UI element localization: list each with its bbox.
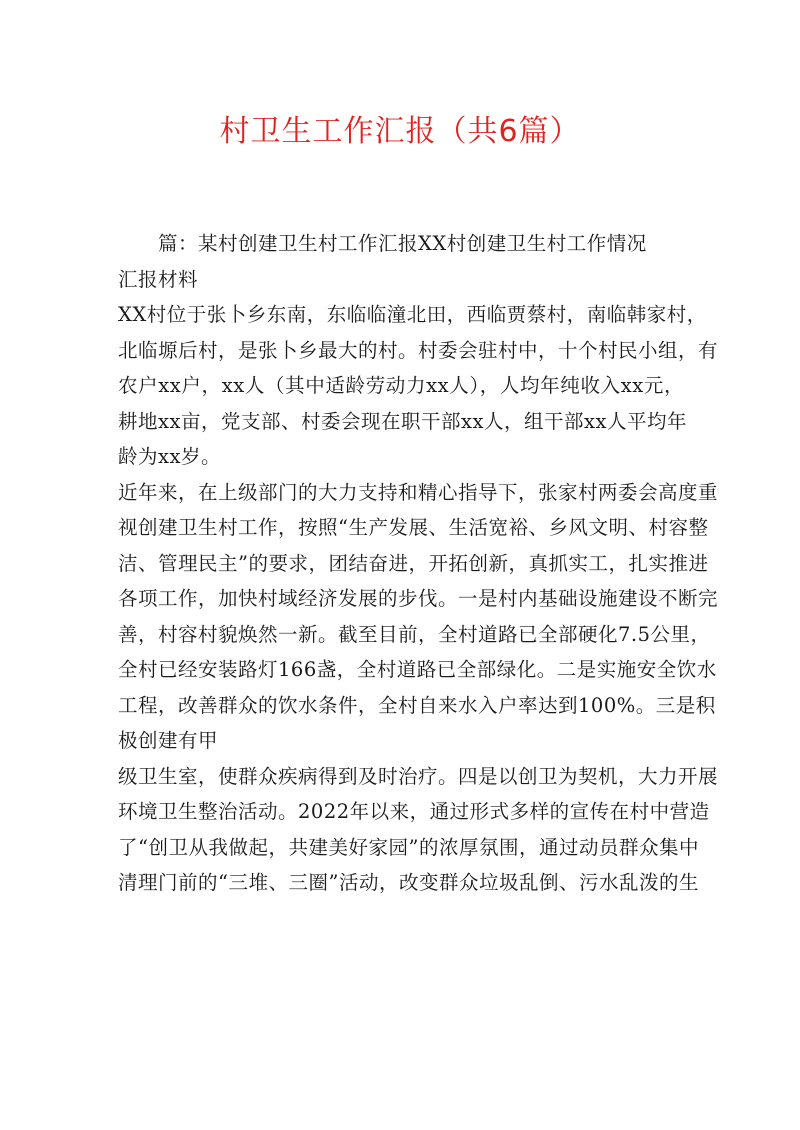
paragraph-line: 工程，改善群众的饮水条件，全村自来水入户率达到100%。三是积: [118, 693, 716, 717]
document-body: [118, 226, 719, 901]
paragraph-line: 级卫生室，使群众疾病得到及时治疗。四是以创卫为契机，大力开展: [118, 764, 719, 788]
paragraph-line: 汇报材料: [118, 267, 199, 291]
paragraph-line: 各项工作，加快村域经济发展的步伐。一是村内基础设施建设不断完: [118, 587, 719, 610]
paragraph-line: 龄为xx岁。: [118, 445, 221, 468]
paragraph-line: 农户xx户，xx人（其中适龄劳动力xx人），人均年纯收入xx元，: [118, 374, 684, 397]
section-heading-line: 篇：某村创建卫生村工作汇报XX村创建卫生村工作情况: [158, 232, 647, 255]
document-title: 村卫生工作汇报（共6篇）: [219, 114, 581, 149]
paragraph-line: 了“创卫从我做起，共建美好家园”的浓厚氛围，通过动员群众集中: [118, 835, 699, 859]
paragraph-line: 耕地xx亩，党支部、村委会现在职干部xx人，组干部xx人平均年: [118, 409, 687, 433]
paragraph-line: 环境卫生整治活动。2022年以来，通过形式多样的宣传在村中营造: [118, 800, 710, 823]
paragraph-line: 全村已经安装路灯166盏，全村道路已全部绿化。二是实施安全饮水: [118, 658, 717, 681]
paragraph-line: 善，村容村貌焕然一新。截至目前，全村道路已全部硬化7.5公里，: [118, 622, 711, 646]
paragraph-line: 洁、管理民主”的要求，团结奋进，开拓创新，真抓实工，扎实推进: [118, 551, 709, 575]
paragraph-line: 极创建有甲: [118, 729, 219, 752]
paragraph-line: XX村位于张卜乡东南，东临临潼北田，西临贾蔡村，南临韩家村，: [118, 303, 707, 326]
paragraph-line: 北临塬后村，是张卜乡最大的村。村委会驻村中，十个村民小组，有: [118, 338, 719, 362]
paragraph-line: 清理门前的“三堆、三圈”活动，改变群众垃圾乱倒、污水乱泼的生: [118, 871, 699, 894]
paragraph-line: 近年来，在上级部门的大力支持和精心指导下，张家村两委会高度重: [118, 480, 719, 504]
paragraph-line: 视创建卫生村工作，按照“生产发展、生活宽裕、乡风文明、村容整: [118, 516, 709, 539]
